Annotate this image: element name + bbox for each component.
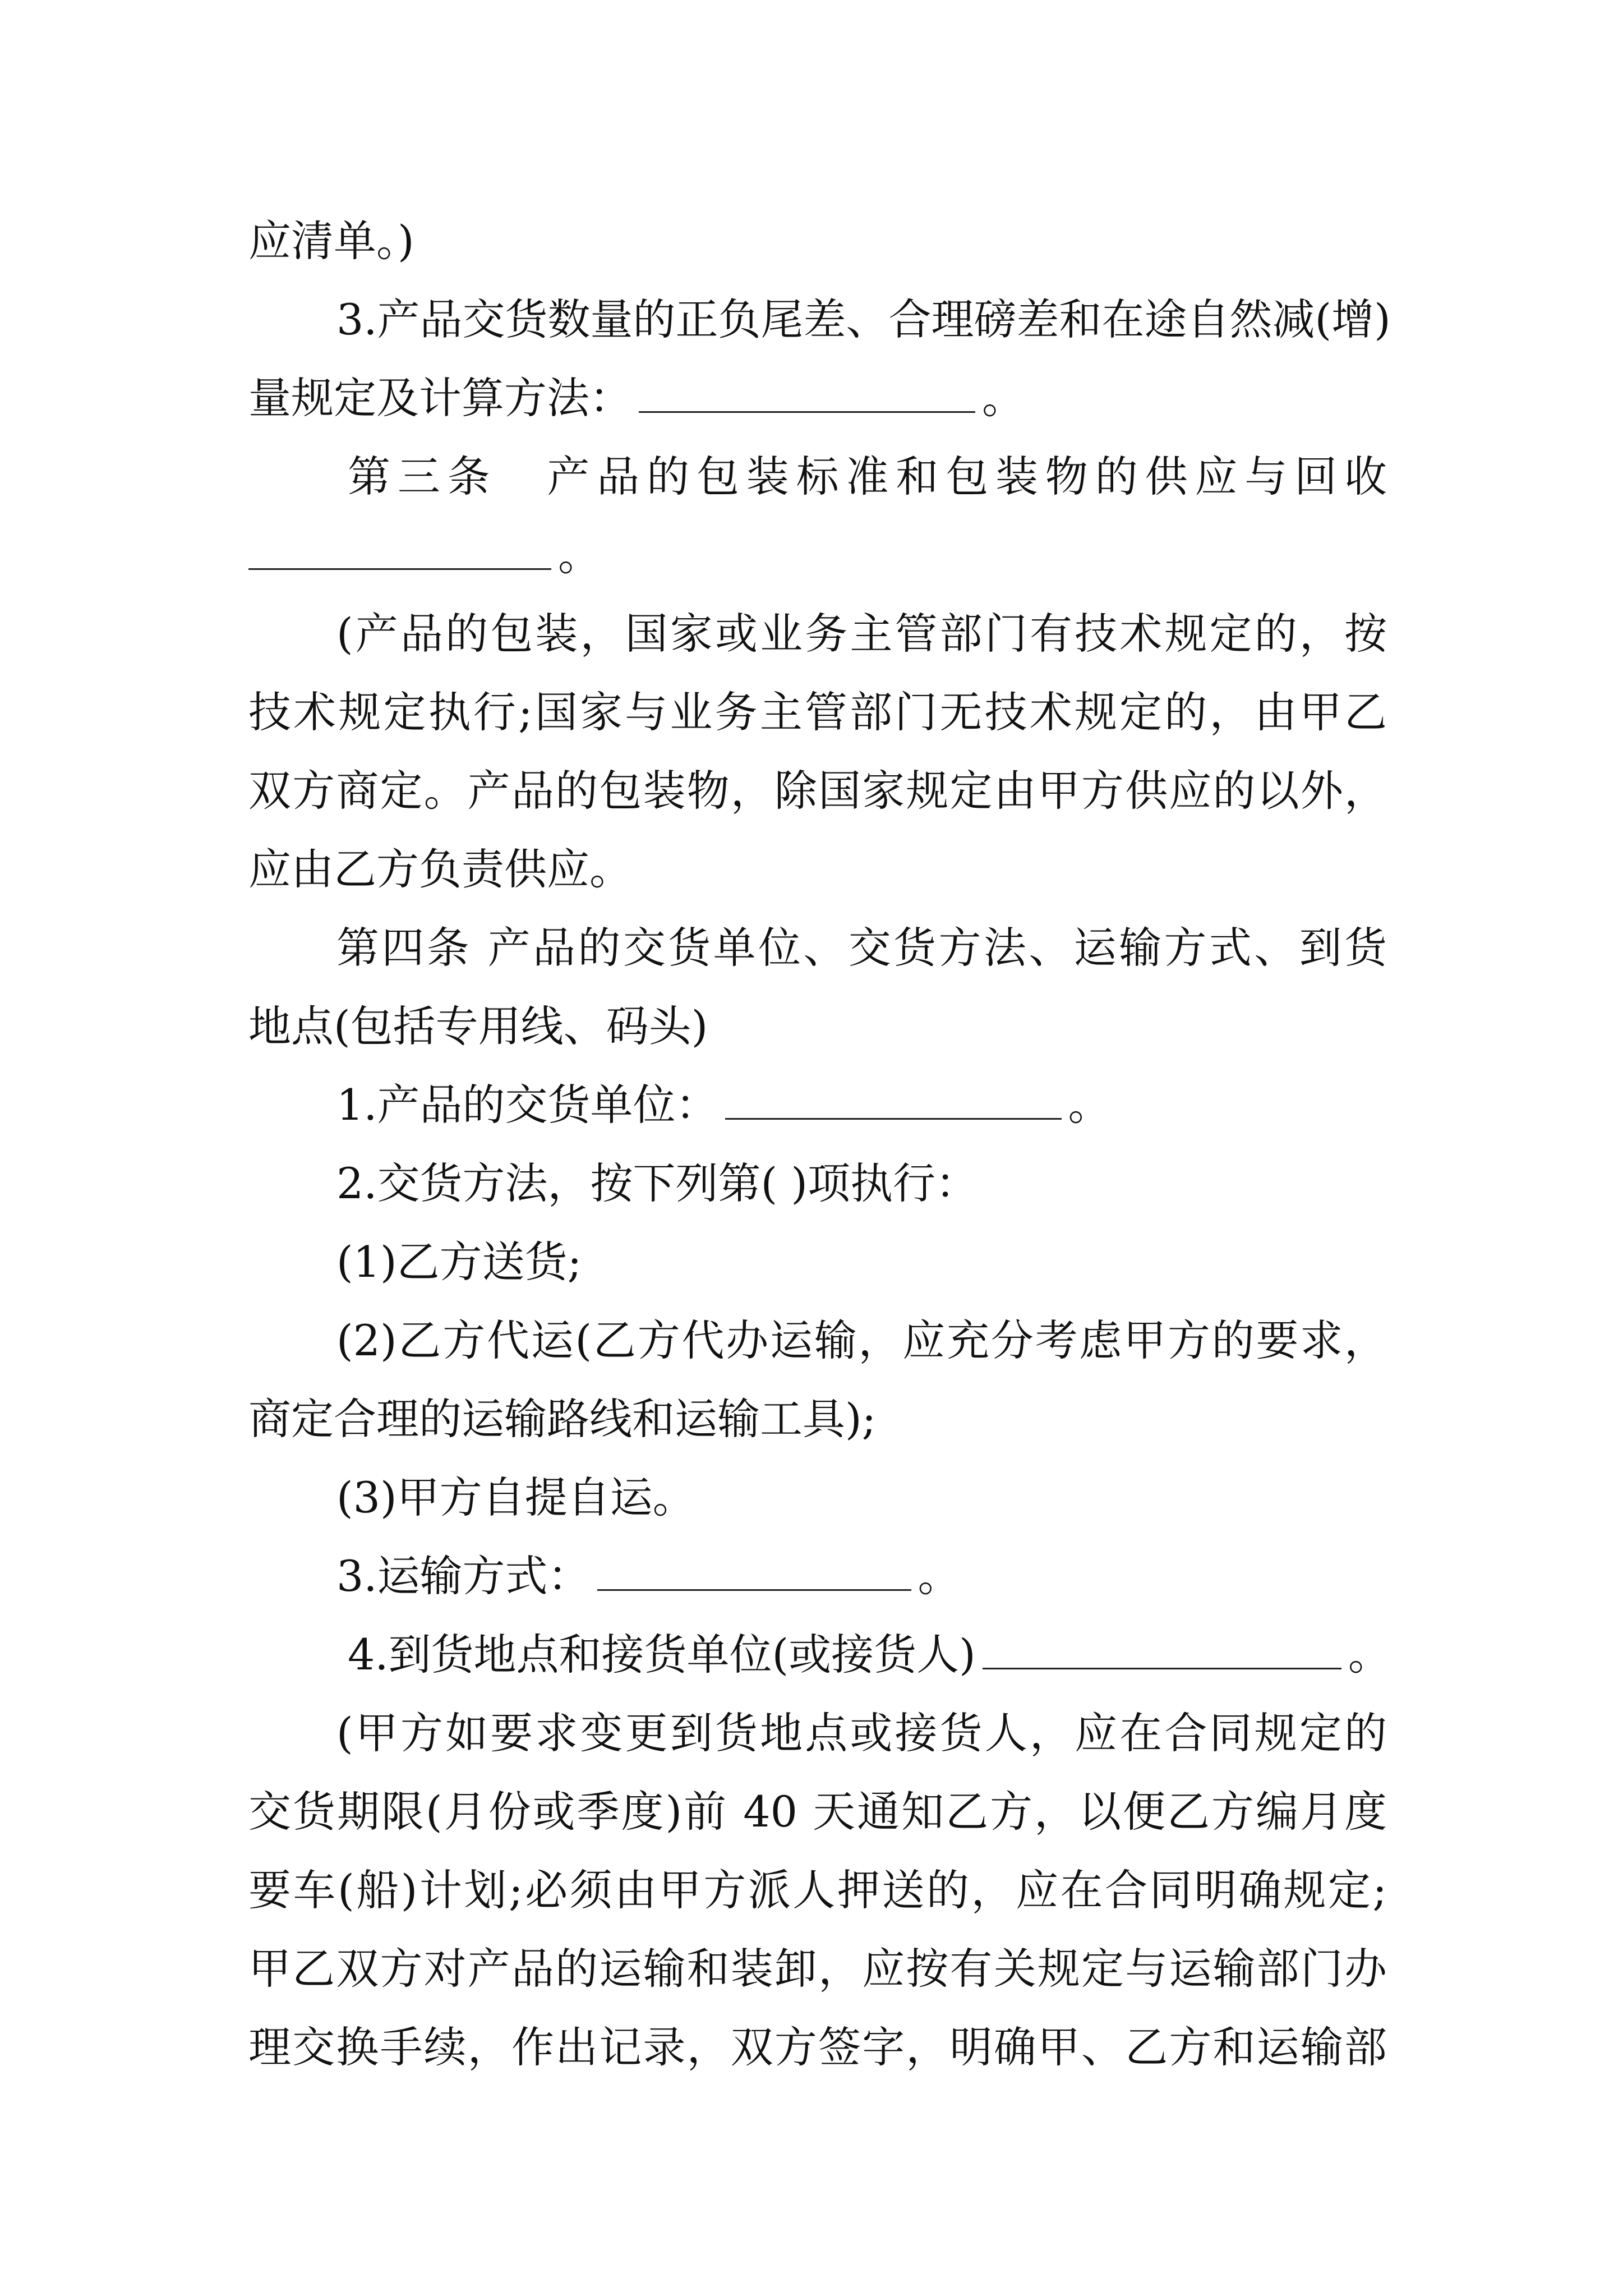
article-heading: 第四条 产品的交货单位、交货方法、运输方式、到货: [336, 923, 1387, 973]
text-line: 地点(包括专用线、码头): [248, 1001, 708, 1051]
text-line: (2)乙方代运(乙方代办运输，应充分考虑甲方的要求，: [336, 1315, 1387, 1365]
text-line: 3.产品交货数量的正负尾差、合理磅差和在途自然减(增): [336, 295, 1391, 344]
text-line: 3.运输方式： 。: [336, 1551, 961, 1601]
text-line: 。: [248, 513, 1387, 597]
text-line: 双方商定。产品的包装物，除国家规定由甲方供应的以外，: [248, 766, 1387, 816]
text-line: 应清单。): [248, 216, 414, 266]
fill-in-blank[interactable]: [248, 568, 551, 570]
fill-in-blank[interactable]: [597, 1589, 911, 1591]
text-line: 技术规定执行;国家与业务主管部门无技术规定的，由甲乙: [248, 687, 1387, 737]
article-heading: 第三条 产品的包装标准和包装物的供应与回收: [348, 452, 1387, 501]
text-line: (3)甲方自提自运。: [336, 1473, 695, 1522]
fill-in-blank[interactable]: [639, 411, 975, 413]
text-line: 甲乙双方对产品的运输和装卸，应按有关规定与运输部门办: [248, 1944, 1387, 1994]
text-line: 商定合理的运输路线和运输工具);: [248, 1394, 877, 1444]
text-line: 1.产品的交货单位： 。: [336, 1080, 1111, 1130]
fill-in-blank[interactable]: [983, 1668, 1341, 1669]
fill-in-blank[interactable]: [725, 1118, 1062, 1120]
text-line: 量规定及计算方法： 。: [248, 373, 1025, 423]
text-line: 2.交货方法，按下列第( )项执行：: [336, 1158, 978, 1208]
text-line: (甲方如要求变更到货地点或接货人，应在合同规定的: [336, 1708, 1387, 1758]
text-line: 4.到货地点和接货单位(或接货人) 。: [348, 1630, 1391, 1680]
text-line: (1)乙方送货;: [336, 1237, 582, 1287]
text-line: 理交换手续，作出记录，双方签字，明确甲、乙方和运输部: [248, 2022, 1387, 2072]
text-line: (产品的包装，国家或业务主管部门有技术规定的，按: [336, 609, 1387, 659]
text-line: 要车(船)计划;必须由甲方派人押送的，应在合同明确规定;: [248, 1865, 1387, 1915]
text-line: 交货期限(月份或季度)前 40 天通知乙方，以便乙方编月度: [248, 1787, 1387, 1837]
text-line: 应由乙方负责供应。: [248, 844, 632, 894]
